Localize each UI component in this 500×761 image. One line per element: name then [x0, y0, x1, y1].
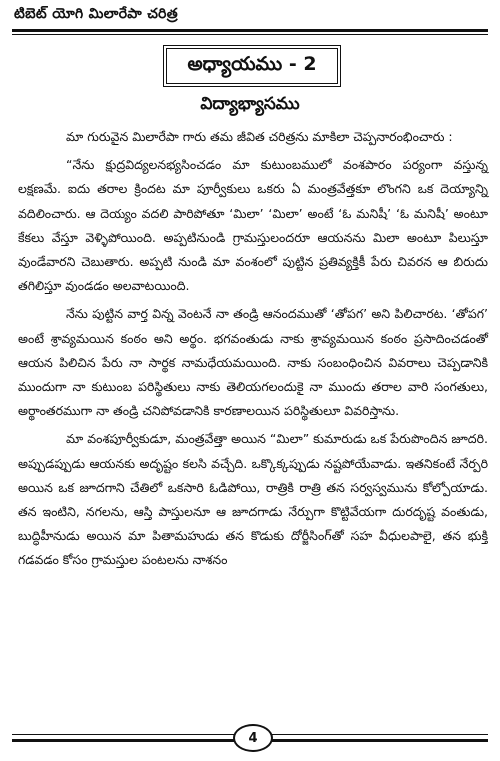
header-rule-thin	[12, 34, 488, 35]
chapter-number-box	[163, 45, 341, 87]
paragraph-3: నేను పుట్టిన వార్త విన్న వెంటనే నా తండ్రి ఆనందముతో ‘తోపగ’ అని పిలిచారట. ‘తోపగ’ అంటే శ్రావ్యమయిన కంఠం అని అర్థం. భగవంతుడు నాకు శ్రావ్యమయిన కంఠం ప్రసాదించడంతో ఆయన పిలిచిన పేరు నా సార్థక నామధేయమయింది. నాకు సంబంధించిన వివరాలు చెప్పడానికి ముందుగా నా కుటుంబ పరిస్థితులు నాకు తెలియగలందుకై నా ముందు తరాల వారి సంగతులు, అర్థాంతరముగా నా తండ్రి చనిపోవడానికి కారణాలయిన పరిస్థితులూ వివరిస్తాను.	[18, 306, 488, 419]
body-text	[18, 125, 488, 577]
header-rule-thick	[12, 29, 488, 32]
chapter-title: విద్యాభ్యాసము	[200, 94, 300, 114]
paragraph-4: మా వంశపూర్వీకుడూ, మంత్రవేత్తా అయిన “మిలా” కుమారుడు ఒక పేరుపొందిన జూదరి. అప్పుడప్పుడు ఆయనకు అదృష్టం కలసి వచ్చేది. ఒక్కొక్కప్పుడు నష్టపోయేవాడు. ఇతనికంటే నేర్పరి అయిన ఒక జూదగాని చేతిలో ఒకసారి ఓడిపోయి, రాత్రికి రాత్రి తన సర్వస్వమును కోల్పోయాడు. తన ఇంటిని, నగలను, ఆస్తి పాస్తులనూ ఆ జూదగాడు నేర్పుగా కొట్టివేయగా దురదృష్ట వంతుడు, బుద్ధిహీనుడు అయిన మా పితామహుడు తన కొడుకు దోర్జీసింగ్‌తో సహ వీధులపాలై, తన భుక్తి గడవడం కోసం గ్రామస్తుల పంటలను నాశనం	[18, 431, 488, 568]
paragraph-1: మా గురువైన మిలారేపా గారు తమ జీవిత చరిత్రను మాకిలా చెప్పనారంభించారు :	[66, 129, 453, 144]
page-number-badge	[233, 724, 273, 752]
page-number: 4	[248, 730, 258, 746]
chapter-number-label: అధ్యాయము - 2	[187, 52, 317, 75]
running-header-title: టిబెట్ యోగి మిలారేపా చరిత్ర	[14, 6, 178, 22]
paragraph-2: “నేను క్షుద్రవిద్యలనభ్యసించడం మా కుటుంబములో వంశపారం పర్యంగా వస్తున్న లక్షణమే. ఐదు తరాల క్రిందట మా పూర్వీకులు ఒకరు ఏ మంత్రవేత్తకూ లొంగని ఒక దెయ్యాన్ని వదిలించారు. ఆ దెయ్యం వదలి పారిపోతూ ‘మిలా’ ‘మిలా’ అంటే ‘ఓ మనిషీ’ ‘ఓ మనిషీ’ అంటూ కేకలు వేస్తూ వెళ్ళిపోయింది. అప్పటినుండి గ్రామస్తులందరూ ఆయనను మిలా అంటూ పిలుస్తూ వుండేవారని చెబుతారు. అప్పటి నుండి మా వంశంలో పుట్టిన ప్రతివ్యక్తికీ పేరు చివరన ఆ బిరుదు తగిలిస్తూ వుండడం అలవాటయింది.	[18, 157, 488, 294]
